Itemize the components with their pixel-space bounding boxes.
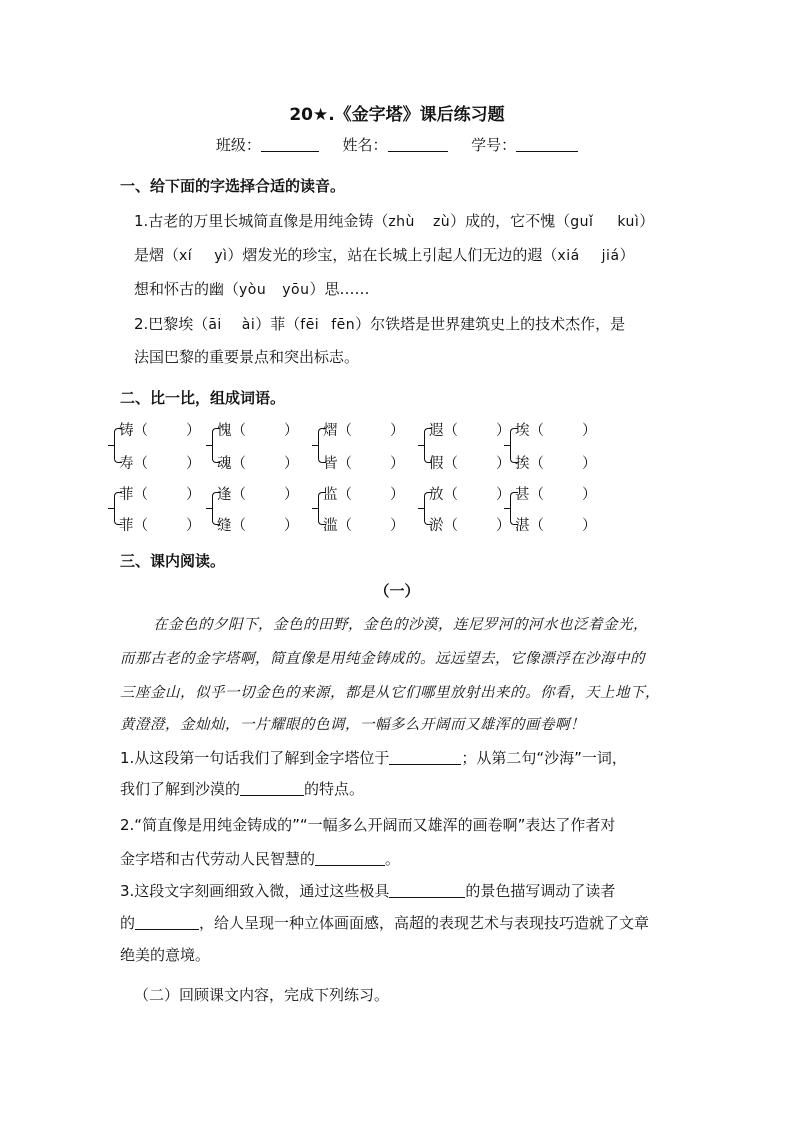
word-char: 魂 [217,456,232,472]
word-item [515,514,597,535]
paren-open: （ [133,518,148,534]
paren-close: ） [390,518,405,534]
pinyin-line-5: 法国巴黎的重要景点和突出标志。 [134,348,360,366]
section1-heading: 一、给下面的字选择合适的读音。 [120,177,346,195]
word-char: 挨 [515,456,530,472]
pinyin-option[interactable]: āi [208,317,222,333]
paren-open: （ [133,487,148,503]
paren-close: ） [284,518,299,534]
word-char: 铸 [119,423,134,439]
paren-close: ） [496,423,511,439]
answer-blank[interactable] [389,883,465,898]
paren-close: ） [496,456,511,472]
word-item [429,483,511,504]
paren-open: （ [231,518,246,534]
passage-line-1: 在金色的夕阳下，金色的田野，金色的沙漠，连尼罗河的河水也泛着金光， [153,617,648,633]
student-id-label: 学号： [471,136,517,154]
paren-open: （ [133,423,148,439]
word-char: 滥 [323,518,338,534]
brace-nib [418,508,424,509]
word-char: 皆 [323,456,338,472]
word-char: 菲 [119,518,134,534]
paren-open: （ [231,423,246,439]
student-id-blank[interactable] [516,137,578,152]
word-item [429,514,511,535]
answer-blank[interactable] [135,915,199,930]
paren-open: （ [443,423,458,439]
word-item [515,483,597,504]
answer-blank[interactable] [240,781,304,796]
word-char: 缝 [217,518,232,534]
question-2-line-2: 金字塔和古代劳动人民智慧的 。 [120,850,401,868]
paren-open: （ [231,487,246,503]
pinyin-option[interactable]: xí [179,248,193,264]
pinyin-option[interactable]: jiá [601,248,620,264]
paren-open: （ [337,456,352,472]
paren-open: （ [443,518,458,534]
paren-open: （ [443,456,458,472]
pinyin-option[interactable]: ài [241,317,256,333]
pinyin-option[interactable]: zhù [388,214,415,230]
word-char: 监 [323,487,338,503]
class-label: 班级： [215,136,261,154]
question-3-line-2: 的 ，给人呈现一种立体画面感，高超的表现艺术与表现技巧造就了文章 [120,914,650,932]
brace-nib [312,508,318,509]
paren-close: ） [496,487,511,503]
word-item [217,514,299,535]
paren-close: ） [496,518,511,534]
word-char: 逢 [217,487,232,503]
paren-open: （ [529,456,544,472]
page-title: 20★.《金字塔》课后练习题 [289,105,505,125]
part1-title: （一） [374,582,420,600]
paren-close: ） [186,423,201,439]
word-item [429,452,511,473]
word-char: 菲 [119,487,134,503]
brace-nib [504,508,510,509]
paren-close: ） [284,456,299,472]
pinyin-option[interactable]: zù [432,214,451,230]
section3-heading: 三、课内阅读。 [120,552,226,570]
brace-nib [206,508,212,509]
passage-line-3: 三座金山，似乎一切金色的来源，都是从它们哪里放射出来的。你看，天上地下， [120,685,660,701]
question-3-line-1: 3.这段文字刻画细致入微，通过这些极具 的景色描写调动了读者 [120,882,616,900]
brace-nib [108,508,114,509]
paren-close: ） [390,423,405,439]
word-item [323,419,405,440]
brace-nib [312,445,318,446]
pinyin-line-3: 想和怀古的幽（yòu yōu）思…… [134,280,370,298]
pinyin-line-1: 1.古老的万里长城简直像是用纯金铸（zhù zù）成的，它不愧（guǐ kuì） [134,212,655,230]
word-char: 寿 [119,456,134,472]
word-char: 湛 [515,518,530,534]
question-2-line-1: 2.“简直像是用纯金铸成的”“一幅多么开阔而又雄浑的画卷啊”表达了作者对 [120,816,616,834]
word-item [515,419,597,440]
section2-heading: 二、比一比，组成词语。 [120,389,286,407]
paren-close: ） [582,456,597,472]
word-item [323,514,405,535]
word-item [217,483,299,504]
brace-nib [206,445,212,446]
word-char: 淤 [429,518,444,534]
pinyin-option[interactable]: xiá [557,248,580,264]
paren-open: （ [231,456,246,472]
word-item [217,452,299,473]
word-item [323,483,405,504]
pinyin-option[interactable]: kuì [617,214,640,230]
paren-close: ） [582,487,597,503]
question-3-line-3: 绝美的意境。 [120,946,211,964]
word-item [323,452,405,473]
paren-open: （ [337,487,352,503]
brace-nib [108,445,114,446]
pinyin-option[interactable]: yòu [239,282,267,298]
question-1-line-2: 我们了解到沙漠的 的特点。 [120,780,365,798]
word-item [119,419,201,440]
paren-open: （ [337,423,352,439]
passage-line-2: 而那古老的金字塔啊，简直像是用纯金铸成的。远远望去，它像漂浮在沙海中的 [120,651,645,667]
pinyin-line-2: 是熠（xí yì）熠发光的珍宝，站在长城上引起人们无边的遐（xiá jiá） [134,246,635,264]
word-char: 埃 [515,423,530,439]
pinyin-option[interactable]: fēn [331,317,356,333]
pinyin-option[interactable]: yì [214,248,228,264]
paren-open: （ [529,518,544,534]
part2-title: （二）回顾课文内容，完成下列练习。 [134,986,390,1004]
paren-close: ） [390,487,405,503]
word-item [119,483,201,504]
paren-close: ） [186,518,201,534]
passage-line-4: 黄澄澄，金灿灿，一片耀眼的色调，一幅多么开阔而又雄浑的画卷啊！ [120,717,585,733]
word-char: 甚 [515,487,530,503]
paren-open: （ [443,487,458,503]
word-char: 放 [429,487,444,503]
brace-nib [418,445,424,446]
word-item [217,419,299,440]
pinyin-option[interactable]: fēi [300,317,320,333]
student-info-line [0,134,794,155]
paren-close: ） [284,423,299,439]
paren-open: （ [133,456,148,472]
class-blank[interactable] [261,137,319,152]
word-char: 遐 [429,423,444,439]
paren-close: ） [582,518,597,534]
pinyin-line-4: 2.巴黎埃（āi ài）菲（fēi fēn）尔铁塔是世界建筑史上的技术杰作，是 [134,315,626,333]
paren-close: ） [390,456,405,472]
word-char: 熠 [323,423,338,439]
answer-blank[interactable] [389,750,461,765]
word-item [515,452,597,473]
question-1-line-1: 1.从这段第一句话我们了解到金字塔位于 ；从第二句“沙海”一词， [120,749,627,767]
name-label: 姓名： [342,136,388,154]
word-char: 假 [429,456,444,472]
paren-close: ） [284,487,299,503]
paren-close: ） [186,456,201,472]
word-char: 愧 [217,423,232,439]
pinyin-option[interactable]: guǐ [570,214,594,230]
pinyin-option[interactable]: yōu [282,282,310,298]
answer-blank[interactable] [315,851,385,866]
word-item [119,452,201,473]
name-blank[interactable] [388,137,448,152]
paren-close: ） [186,487,201,503]
paren-open: （ [337,518,352,534]
brace-nib [504,445,510,446]
paren-open: （ [529,487,544,503]
word-item [119,514,201,535]
word-item [429,419,511,440]
paren-open: （ [529,423,544,439]
paren-close: ） [582,423,597,439]
